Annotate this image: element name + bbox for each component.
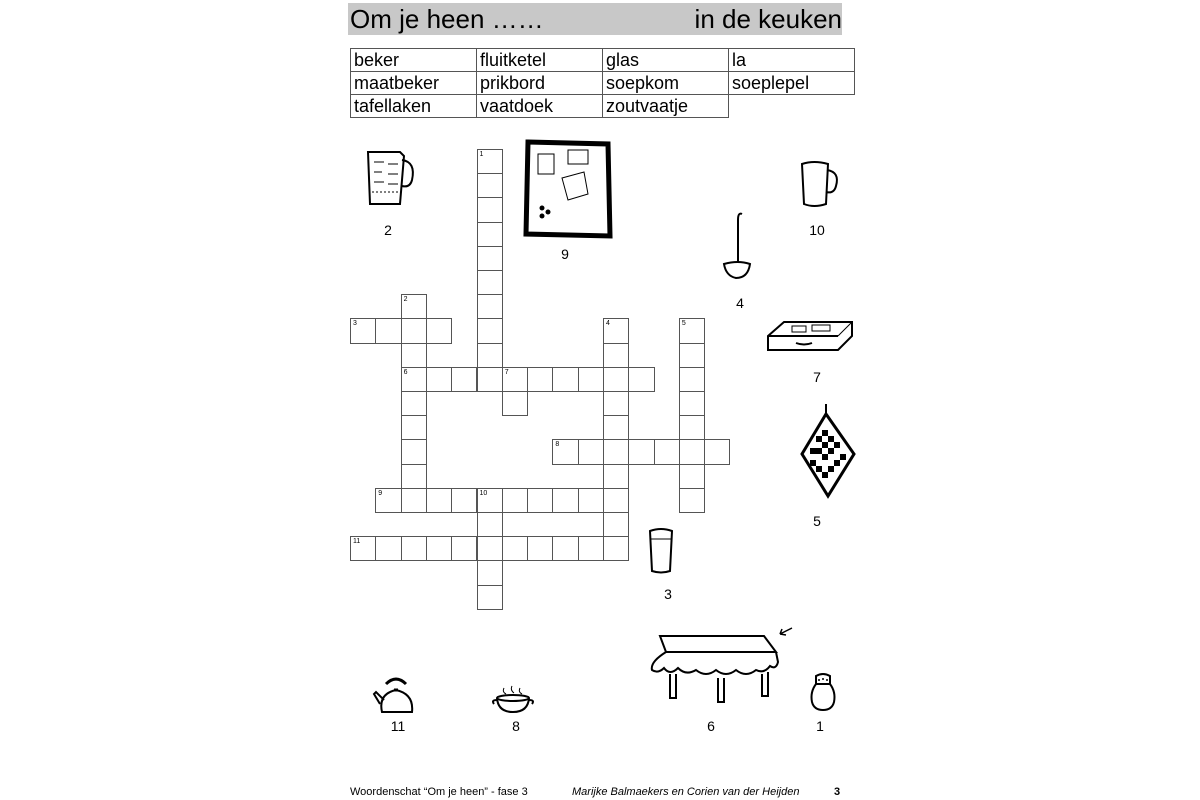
clue-number: 5 — [681, 320, 686, 328]
crossword-cell[interactable] — [401, 367, 427, 392]
picture-label: 2 — [384, 222, 392, 238]
crossword-cell[interactable] — [477, 585, 503, 610]
footer-left: Woordenschat “Om je heen” - fase 3 — [350, 786, 528, 798]
crossword-cell[interactable] — [527, 367, 553, 392]
crossword-cell[interactable] — [502, 488, 528, 513]
word: beker — [351, 49, 477, 72]
crossword-cell[interactable] — [603, 343, 629, 368]
crossword-cell[interactable] — [679, 415, 705, 440]
tablecloth-icon — [646, 626, 796, 706]
crossword-cell[interactable] — [350, 536, 376, 561]
picture-label: 1 — [816, 718, 824, 734]
word-row — [351, 72, 855, 95]
crossword-cell[interactable] — [552, 439, 578, 464]
word: soeplepel — [729, 72, 855, 95]
crossword-cell[interactable] — [502, 391, 528, 416]
crossword-cell[interactable] — [477, 512, 503, 537]
clue-number: 7 — [504, 368, 509, 376]
picture-label: 4 — [736, 295, 744, 311]
word: prikbord — [477, 72, 603, 95]
crossword-cell[interactable] — [477, 488, 503, 513]
crossword-cell[interactable] — [426, 367, 452, 392]
crossword-cell[interactable] — [477, 536, 503, 561]
clue-number: 6 — [403, 368, 408, 376]
crossword-cell[interactable] — [679, 488, 705, 513]
crossword-cell[interactable] — [401, 439, 427, 464]
clue-number: 10 — [479, 489, 488, 497]
crossword-cell[interactable] — [451, 367, 477, 392]
crossword-cell[interactable] — [603, 439, 629, 464]
crossword-cell[interactable] — [401, 294, 427, 319]
crossword-cell[interactable] — [375, 318, 401, 343]
crossword-cell[interactable] — [477, 222, 503, 247]
crossword-cell[interactable] — [578, 488, 604, 513]
crossword-cell[interactable] — [477, 149, 503, 174]
mug-icon — [796, 158, 842, 210]
crossword-cell[interactable] — [401, 391, 427, 416]
crossword-cell[interactable] — [603, 367, 629, 392]
crossword-cell[interactable] — [401, 464, 427, 489]
crossword-cell[interactable] — [578, 439, 604, 464]
crossword-cell[interactable] — [527, 536, 553, 561]
crossword-cell[interactable] — [477, 173, 503, 198]
crossword-cell[interactable] — [477, 197, 503, 222]
crossword-cell[interactable] — [679, 343, 705, 368]
word: la — [729, 49, 855, 72]
picture-label: 10 — [809, 222, 825, 238]
soup-bowl-icon — [490, 684, 536, 716]
clue-number: 3 — [353, 320, 357, 328]
crossword-cell[interactable] — [603, 318, 629, 343]
kettle-icon — [372, 672, 422, 716]
crossword-cell[interactable] — [401, 488, 427, 513]
picture-label: 9 — [561, 246, 569, 262]
footer-authors: Marijke Balmaekers en Corien van der Heijden — [572, 786, 800, 798]
word-empty — [729, 95, 855, 118]
glass-icon — [646, 527, 676, 575]
crossword-cell[interactable] — [451, 488, 477, 513]
crossword-cell[interactable] — [578, 536, 604, 561]
crossword-cell[interactable] — [527, 488, 553, 513]
crossword-cell[interactable] — [603, 415, 629, 440]
crossword-cell[interactable] — [552, 536, 578, 561]
picture-label: 11 — [390, 718, 406, 734]
crossword-cell[interactable] — [426, 536, 452, 561]
measuring-cup-icon — [360, 146, 420, 208]
crossword-cell[interactable] — [603, 391, 629, 416]
dishcloth-icon — [796, 404, 860, 504]
crossword-cell[interactable] — [628, 367, 654, 392]
drawer-icon — [764, 316, 856, 358]
crossword-cell[interactable] — [704, 439, 730, 464]
clue-number: 8 — [555, 441, 560, 449]
crossword-cell[interactable] — [603, 464, 629, 489]
page-number: 3 — [834, 786, 841, 798]
crossword-cell[interactable] — [603, 512, 629, 537]
crossword-cell[interactable] — [477, 270, 503, 295]
crossword-cell[interactable] — [451, 536, 477, 561]
picture-label: 7 — [813, 369, 821, 385]
crossword-cell[interactable] — [578, 367, 604, 392]
crossword-cell[interactable] — [477, 343, 503, 368]
crossword-cell[interactable] — [552, 488, 578, 513]
picture-label: 6 — [707, 718, 715, 734]
crossword-cell[interactable] — [679, 439, 705, 464]
crossword-cell[interactable] — [477, 246, 503, 271]
word-row — [351, 49, 855, 72]
word: fluitketel — [477, 49, 603, 72]
clue-number: 9 — [378, 489, 383, 497]
page-subtitle: in de keuken — [694, 4, 842, 34]
pinboard-icon — [522, 138, 614, 240]
crossword-cell[interactable] — [401, 536, 427, 561]
picture-label: 5 — [813, 513, 821, 529]
crossword-cell[interactable] — [375, 536, 401, 561]
picture-label: 3 — [664, 586, 672, 602]
crossword-cell[interactable] — [426, 488, 452, 513]
salt-shaker-icon — [808, 672, 838, 712]
crossword-cell[interactable] — [603, 488, 629, 513]
crossword-cell[interactable] — [654, 439, 680, 464]
crossword-cell[interactable] — [679, 318, 705, 343]
crossword-cell[interactable] — [477, 560, 503, 585]
word: maatbeker — [351, 72, 477, 95]
crossword-cell[interactable] — [401, 318, 427, 343]
word: glas — [603, 49, 729, 72]
crossword-cell[interactable] — [477, 367, 503, 392]
word-list — [350, 48, 855, 118]
page-title: Om je heen …… — [350, 4, 544, 34]
crossword-cell[interactable] — [679, 464, 705, 489]
crossword-cell[interactable] — [477, 294, 503, 319]
word: tafellaken — [351, 95, 477, 118]
word: vaatdoek — [477, 95, 603, 118]
crossword-cell[interactable] — [552, 367, 578, 392]
word: soepkom — [603, 72, 729, 95]
clue-number: 4 — [606, 320, 610, 328]
crossword-cell[interactable] — [628, 439, 654, 464]
crossword-cell[interactable] — [350, 318, 376, 343]
crossword-cell[interactable] — [477, 318, 503, 343]
crossword-cell[interactable] — [401, 415, 427, 440]
picture-label: 8 — [512, 718, 520, 734]
crossword-cell[interactable] — [426, 318, 452, 343]
clue-number: 11 — [353, 538, 361, 546]
crossword-cell[interactable] — [679, 367, 705, 392]
ladle-icon — [718, 210, 758, 282]
crossword-cell[interactable] — [401, 343, 427, 368]
clue-number: 2 — [403, 296, 408, 304]
crossword-cell[interactable] — [502, 536, 528, 561]
crossword-cell[interactable] — [679, 391, 705, 416]
word-row — [351, 95, 855, 118]
word: zoutvaatje — [603, 95, 729, 118]
crossword-cell[interactable] — [375, 488, 401, 513]
crossword-cell[interactable] — [603, 536, 629, 561]
crossword-cell[interactable] — [502, 367, 528, 392]
clue-number: 1 — [479, 151, 484, 158]
